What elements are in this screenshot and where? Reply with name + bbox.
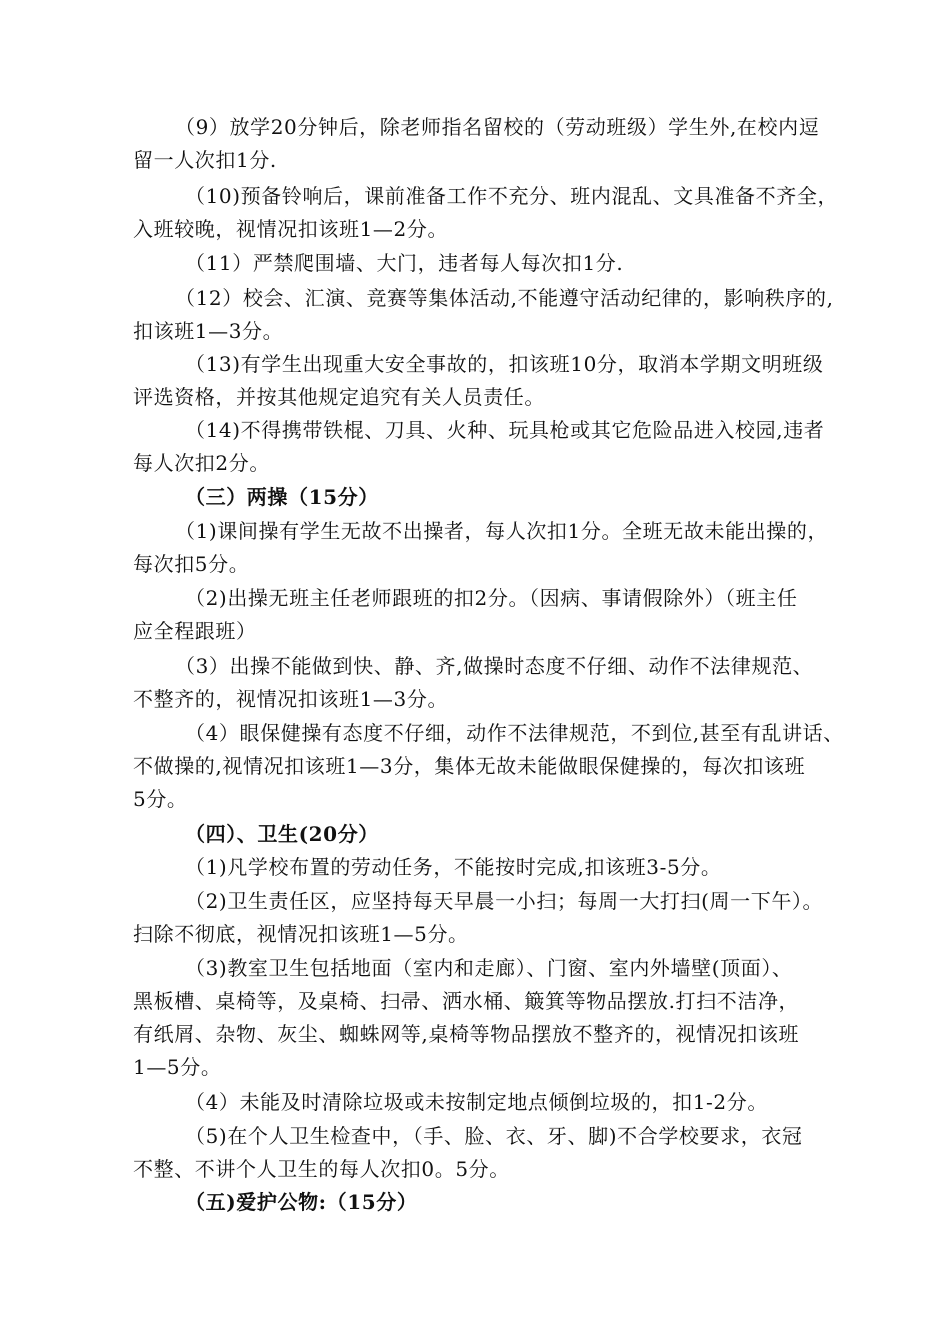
rule-14-line-1: （14)不得携带铁棍、刀具、火种、玩具枪或其它危险品进入校园,违者: [185, 418, 825, 442]
rule-9-line-2: 留一人次扣1分.: [133, 148, 277, 172]
exercise-rule-4-line-2: 不做操的,视情况扣该班1—3分，集体无故未能做眼保健操的，每次扣该班: [133, 754, 806, 778]
exercise-rule-3-line-1: （3）出操不能做到快、静、齐,做操时态度不仔细、动作不法律规范、: [175, 654, 814, 678]
rule-13-line-1: （13)有学生出现重大安全事故的，扣该班10分，取消本学期文明班级: [185, 352, 824, 376]
hygiene-rule-3-line-2: 黑板槽、桌椅等，及桌椅、扫帚、洒水桶、簸箕等物品摆放.打扫不洁净，: [133, 989, 800, 1013]
hygiene-rule-1-line-1: （1)凡学校布置的劳动任务，不能按时完成,扣该班3-5分。: [185, 855, 722, 879]
hygiene-rule-3-line-4: 1—5分。: [133, 1055, 222, 1079]
hygiene-rule-3-line-1: （3)教室卫生包括地面（室内和走廊）、门窗、室内外墙壁(顶面）、: [185, 956, 793, 980]
exercise-rule-2-line-2: 应全程跟班）: [133, 619, 257, 643]
section-heading-public-property: （五)爱护公物:（15分）: [185, 1190, 418, 1214]
rule-10-line-2: 入班较晚，视情况扣该班1—2分。: [133, 217, 449, 241]
exercise-rule-2-line-1: （2)出操无班主任老师跟班的扣2分。（因病、事请假除外）（班主任: [185, 586, 798, 610]
rule-11-line-1: （11）严禁爬围墙、大门，违者每人每次扣1分.: [185, 251, 624, 275]
hygiene-rule-5-line-1: （5)在个人卫生检查中，（手、脸、衣、牙、脚)不合学校要求，衣冠: [185, 1124, 803, 1148]
exercise-rule-4-line-3: 5分。: [133, 787, 188, 811]
section-heading-exercises: （三）两操（15分）: [185, 485, 379, 509]
exercise-rule-3-line-2: 不整齐的，视情况扣该班1—3分。: [133, 687, 449, 711]
rule-14-line-2: 每人次扣2分。: [133, 451, 270, 475]
rule-9-line-1: （9）放学20分钟后，除老师指名留校的（劳动班级）学生外,在校内逗: [175, 115, 820, 139]
hygiene-rule-3-line-3: 有纸屑、杂物、灰尘、蜘蛛网等,桌椅等物品摆放不整齐的，视情况扣该班: [133, 1022, 800, 1046]
exercise-rule-4-line-1: （4）眼保健操有态度不仔细，动作不法律规范，不到位,甚至有乱讲话、: [185, 721, 844, 745]
hygiene-rule-2-line-1: （2)卫生责任区，应坚持每天早晨一小扫；每周一大打扫(周一下午）。: [185, 889, 824, 913]
rule-12-line-1: （12）校会、汇演、竞赛等集体活动,不能遵守活动纪律的，影响秩序的,: [175, 286, 834, 310]
rule-13-line-2: 评选资格，并按其他规定追究有关人员责任。: [133, 385, 545, 409]
exercise-rule-1-line-1: （1)课间操有学生无故不出操者，每人次扣1分。全班无故未能出操的，: [175, 519, 829, 543]
section-heading-hygiene: （四）、卫生(20分）: [185, 822, 379, 846]
rule-10-line-1: （10)预备铃响后，课前准备工作不充分、班内混乱、文具准备不齐全，: [185, 184, 839, 208]
hygiene-rule-4-line-1: （4）未能及时清除垃圾或未按制定地点倾倒垃圾的，扣1-2分。: [185, 1090, 768, 1114]
rule-12-line-2: 扣该班1—3分。: [133, 319, 284, 343]
hygiene-rule-2-line-2: 扫除不彻底，视情况扣该班1—5分。: [133, 922, 469, 946]
hygiene-rule-5-line-2: 不整、不讲个人卫生的每人次扣0。5分。: [133, 1157, 510, 1181]
exercise-rule-1-line-2: 每次扣5分。: [133, 552, 250, 576]
